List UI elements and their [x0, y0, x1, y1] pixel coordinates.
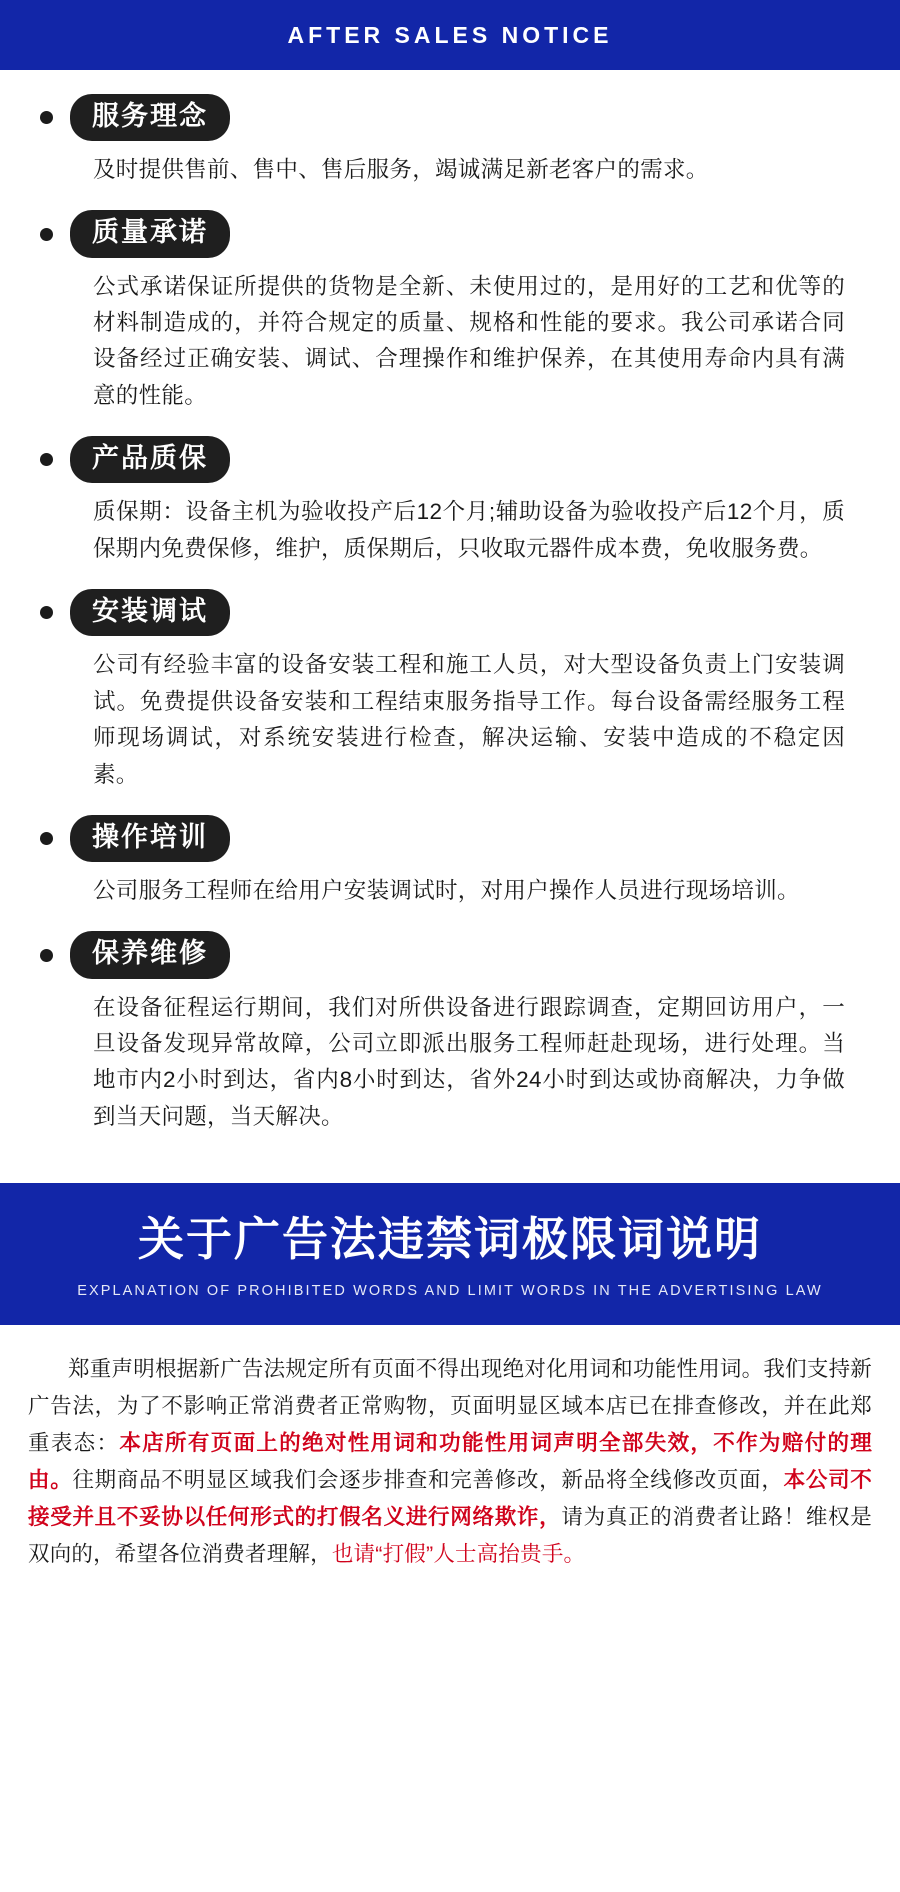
service-heading	[0, 210, 900, 257]
service-item	[0, 210, 900, 414]
statement-red-3: 也请“打假”人士高抬贵手。	[331, 1541, 586, 1566]
service-item	[0, 94, 900, 188]
service-text: 公司有经验丰富的设备安装工程和施工人员，对大型设备负责上门安装调试。免费提供设备安装和工程结束服务指导工作。每台设备需经服务工程师现场调试，对系统安装进行检查，解决运输、安装中造成的不稳定因素。	[93, 652, 845, 787]
service-label: 质量承诺	[70, 210, 230, 257]
statement-part-2: 往期商品不明显区域我们会逐步排查和完善修改，新品将全线修改页面，	[72, 1467, 784, 1492]
statement-part-3: 请为真正的消费者让路！维权是双向的，希望各位消费者理解，	[28, 1504, 872, 1566]
advertising-law-banner	[0, 1183, 900, 1325]
service-item	[0, 931, 900, 1135]
statement-red-2: 本公司不接受并且不妥协以任何形式的打假名义进行网络欺诈，	[28, 1467, 872, 1529]
banner-title: 关于广告法违禁词极限词说明	[138, 1213, 762, 1266]
service-item	[0, 436, 900, 567]
page-title: AFTER SALES NOTICE	[287, 21, 613, 48]
bullet-icon	[40, 228, 53, 241]
service-text: 质保期：设备主机为验收投产后12个月;辅助设备为验收投产后12个月，质保期内免费保修，维护，质保期后，只收取元器件成本费，免收服务费。	[93, 499, 845, 561]
header-bar	[0, 0, 900, 70]
statement-part-1: 郑重声明根据新广告法规定所有页面不得出现绝对化用词和功能性用词。我们支持新广告法，为了不影响正常消费者正常购物，页面明显区域本店已在排查修改，并在此郑重表态：	[28, 1356, 872, 1455]
statement-red-1: 本店所有页面上的绝对性用词和功能性用词声明全部失效，不作为赔付的理由。	[28, 1430, 872, 1492]
service-text: 公司服务工程师在给用户安装调试时，对用户操作人员进行现场培训。	[93, 878, 800, 904]
bullet-icon	[40, 949, 53, 962]
service-text: 公式承诺保证所提供的货物是全新、未使用过的，是用好的工艺和优等的材料制造成的，并符合规定的质量、规格和性能的要求。我公司承诺合同设备经过正确安装、调试、合理操作和维护保养，在其使用寿命内具有满意的性能。	[93, 273, 845, 408]
bullet-icon	[40, 453, 53, 466]
banner-subtitle: EXPLANATION OF PROHIBITED WORDS AND LIMIT WORDS IN THE ADVERTISING LAW	[77, 1282, 823, 1299]
service-heading	[0, 815, 900, 862]
bullet-icon	[40, 111, 53, 124]
service-label: 操作培训	[70, 815, 230, 862]
legal-statement	[0, 1325, 900, 1607]
service-item	[0, 815, 900, 909]
service-list	[0, 70, 900, 1183]
service-label: 安装调试	[70, 589, 230, 636]
service-label: 服务理念	[70, 94, 230, 141]
service-heading	[0, 589, 900, 636]
service-text: 在设备征程运行期间，我们对所供设备进行跟踪调查，定期回访用户，一旦设备发现异常故障，公司立即派出服务工程师赶赴现场，进行处理。当地市内2小时到达，省内8小时到达，省外24小时到达或协商解决，力争做到当天问题，当天解决。	[93, 994, 845, 1129]
service-heading	[0, 436, 900, 483]
service-label: 保养维修	[70, 931, 230, 978]
service-text: 及时提供售前、售中、售后服务，竭诚满足新老客户的需求。	[93, 157, 709, 183]
bullet-icon	[40, 606, 53, 619]
bullet-icon	[40, 832, 53, 845]
service-label: 产品质保	[70, 436, 230, 483]
service-heading	[0, 931, 900, 978]
service-heading	[0, 94, 900, 141]
service-item	[0, 589, 900, 793]
